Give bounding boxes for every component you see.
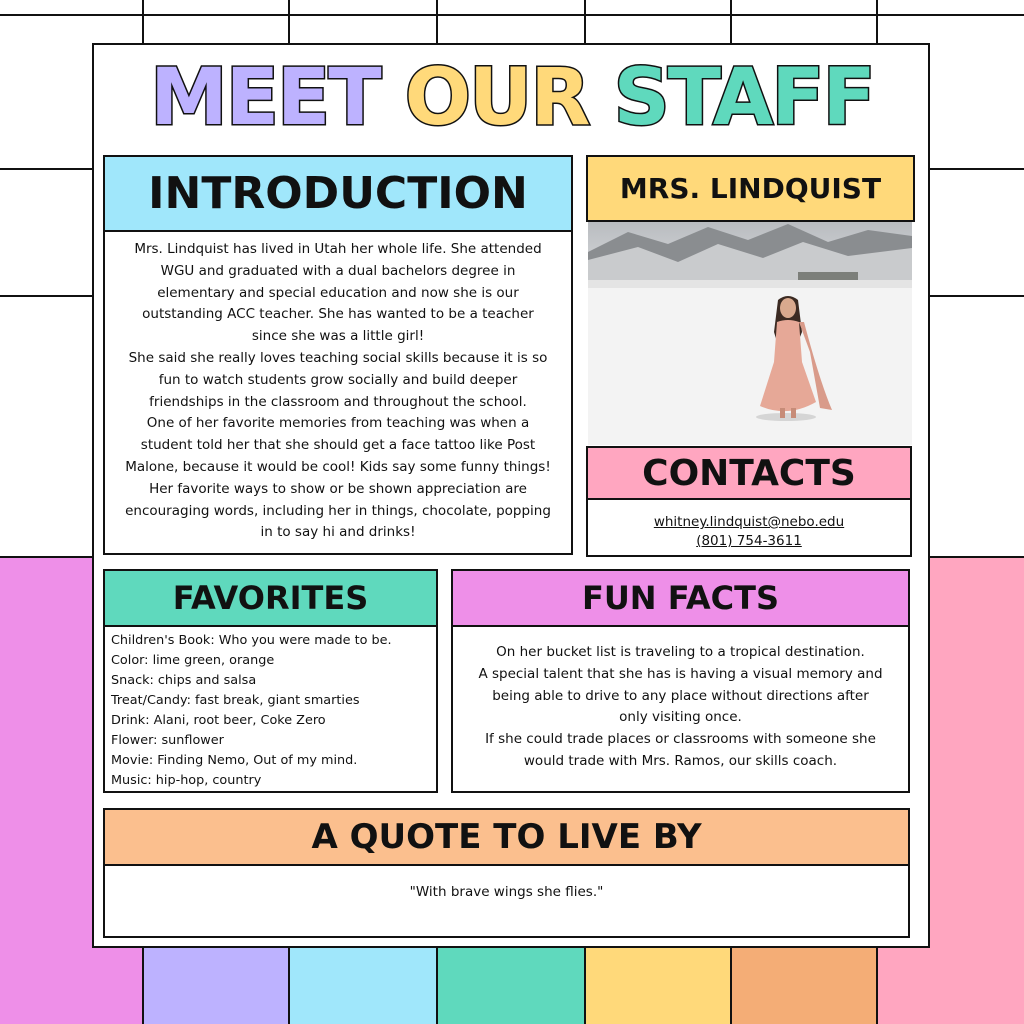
text-line: student told her that she should get a face tattoo like Post (140, 437, 536, 454)
text-line: WGU and graduated with a dual bachelors degree in (160, 262, 516, 279)
staff-photo (588, 222, 912, 445)
phone-link[interactable]: (801) 754-3611 (696, 533, 802, 549)
text-line: A special talent that she has is having a visual memory and (478, 665, 883, 682)
text-line: Music: hip-hop, country (111, 773, 262, 788)
favorites-list (111, 631, 436, 791)
text-line: One of her favorite memories from teaching was when a (146, 415, 530, 432)
text-line: Movie: Finding Nemo, Out of my mind. (111, 753, 358, 768)
favorites-heading (103, 569, 438, 627)
quote-heading-label: A QUOTE TO LIVE BY (311, 817, 702, 857)
contacts-heading (586, 446, 912, 500)
title-our: OUR (404, 53, 589, 143)
text-line: being able to drive to any place without directions after (492, 687, 869, 704)
text-line: Mrs. Lindquist has lived in Utah her whole life. She attended (134, 241, 542, 257)
text-line: Children's Book: Who you were made to be. (111, 633, 392, 648)
name-heading-label: MRS. LINDQUIST (619, 172, 882, 205)
fun-facts-body (451, 625, 910, 793)
text-line: encouraging words, including her in things, chocolate, popping (125, 502, 551, 519)
bg-bottom-blue (290, 948, 438, 1024)
contacts-heading-label: CONTACTS (642, 452, 856, 494)
page-title (0, 48, 1024, 148)
text-line: since she was a little girl! (251, 328, 425, 345)
title-staff: STAFF (613, 53, 874, 143)
text-line: Treat/Candy: fast break, giant smarties (111, 693, 360, 708)
favorites-heading-label: FAVORITES (172, 579, 369, 617)
text-line: If she could trade places or classrooms with someone she (485, 731, 876, 748)
introduction-body (103, 230, 573, 555)
introduction-heading (103, 155, 573, 232)
text-line: She said she really loves teaching social skills because it is so (128, 349, 548, 366)
text-line: friendships in the classroom and throughout the school. (149, 393, 527, 410)
text-line: outstanding ACC teacher. She has wanted to be a teacher (142, 306, 534, 323)
fun-facts-heading-label: FUN FACTS (581, 579, 780, 617)
contacts-body (586, 498, 912, 557)
bg-bottom-purple (144, 948, 290, 1024)
text-line: Snack: chips and salsa (111, 673, 257, 688)
introduction-text (105, 239, 571, 544)
text-line: Flower: sunflower (111, 733, 224, 748)
text-line: only visiting once. (619, 709, 742, 726)
bg-bottom-yellow (586, 948, 732, 1024)
text-line: fun to watch students grow socially and build deeper (158, 371, 518, 388)
text-line: in to say hi and drinks! (260, 524, 416, 541)
bg-bottom-orange (732, 948, 878, 1024)
name-heading (586, 155, 915, 222)
fun-facts-text (453, 642, 908, 773)
email-link[interactable]: whitney.lindquist@nebo.edu (653, 514, 845, 530)
introduction-heading-label: INTRODUCTION (148, 168, 528, 219)
text-line: Color: lime green, orange (111, 653, 275, 668)
title-meet: MEET (150, 53, 380, 143)
text-line: would trade with Mrs. Ramos, our skills coach. (523, 752, 838, 769)
text-line: Malone, because it would be cool! Kids say some funny things! (125, 458, 551, 475)
text-line: elementary and special education and now she is our (157, 284, 519, 301)
grid-line (0, 14, 1024, 16)
text-line: Her favorite ways to show or be shown appreciation are (149, 480, 527, 497)
fun-facts-heading (451, 569, 910, 627)
quote-text: "With brave wings she flies." (409, 884, 604, 900)
text-line: Drink: Alani, root beer, Coke Zero (111, 713, 326, 728)
text-line: On her bucket list is traveling to a tropical destination. (496, 644, 865, 660)
favorites-body (103, 625, 438, 793)
quote-heading (103, 808, 910, 866)
quote-body (103, 864, 910, 938)
bg-bottom-teal (438, 948, 586, 1024)
